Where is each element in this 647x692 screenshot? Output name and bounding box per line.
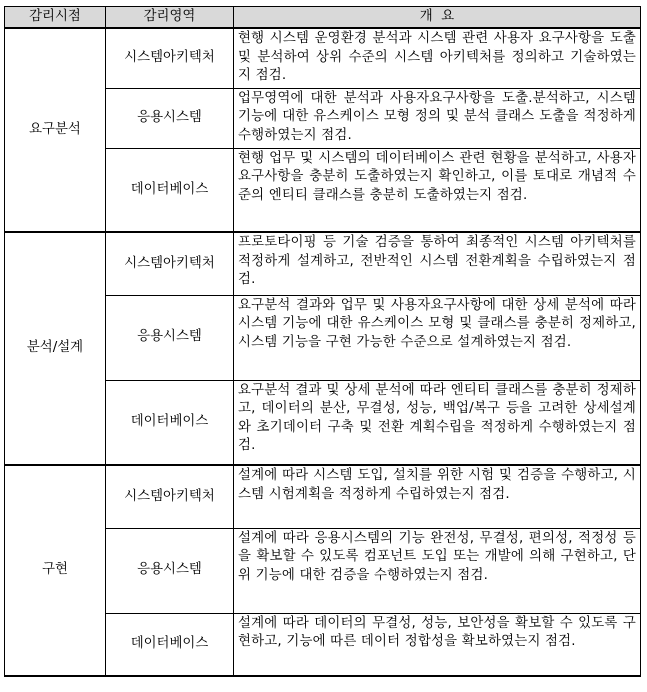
audit-table (4, 6, 641, 677)
header-row (5, 7, 641, 29)
stage-analysis-design: 분석/설계 (5, 232, 106, 465)
overview-cell: 설계에 따라 응용시스템의 기능 완전성, 무결성, 편의성, 적정성 등을 확보할 수 있도록 컴포넌트 도입 또는 개발에 의해 구현하고, 단위 기능에 대한 검증을 수행하였는지 점검. (234, 528, 641, 613)
overview-cell: 설계에 따라 데이터의 무결성, 성능, 보안성을 확보할 수 있도록 구현하고, 기능에 따른 데이터 정합성을 확보하였는지 점검. (234, 613, 641, 676)
header-area: 감리영역 (106, 7, 234, 29)
overview-cell: 프로토타이핑 등 기술 검증을 통하여 최종적인 시스템 아키텍처를 적정하게 설계하고, 전반적인 시스템 전환계획을 수립하였는지 점검. (234, 232, 641, 295)
overview-cell: 요구분석 결과 및 상세 분석에 따라 엔티티 클래스를 충분히 정제하고, 데이터의 분산, 무결성, 성능, 백업/복구 등을 고려한 상세설계와 초기데이터 구축 및 전환 계획수립을 적정하게 수행하였는지 점검. (234, 380, 641, 465)
table-row (5, 232, 641, 295)
stage-implementation: 구현 (5, 465, 106, 676)
area-cell: 응용시스템 (106, 295, 234, 380)
overview-cell: 설계에 따라 시스템 도입, 설치를 위한 시험 및 검증을 수행하고, 시스템 시험계획을 적정하게 수립하였는지 점검. (234, 465, 641, 528)
overview-cell: 현행 업무 및 시스템의 데이터베이스 관련 현황을 분석하고, 사용자 요구사항을 충분히 도출하였는지 확인하고, 이를 토대로 개념적 수준의 엔티티 클래스를 충분히 도출하였는지 점검. (234, 148, 641, 232)
overview-cell: 현행 시스템 운영환경 분석과 시스템 관련 사용자 요구사항을 도출 및 분석하여 상위 수준의 시스템 아키텍처를 정의하고 기술하였는지 점검. (234, 28, 641, 88)
area-cell: 응용시스템 (106, 88, 234, 148)
area-cell: 시스템아키텍처 (106, 28, 234, 88)
area-cell: 데이터베이스 (106, 380, 234, 465)
area-cell: 데이터베이스 (106, 148, 234, 232)
overview-cell: 업무영역에 대한 분석과 사용자요구사항을 도출.분석하고, 시스템 기능에 대한 유스케이스 모형 정의 및 분석 클래스 도출을 적정하게 수행하였는지 점검. (234, 88, 641, 148)
area-cell: 시스템아키텍처 (106, 232, 234, 295)
stage-requirements: 요구분석 (5, 28, 106, 232)
area-cell: 시스템아키텍처 (106, 465, 234, 528)
header-overview: 개 요 (234, 7, 641, 29)
header-stage: 감리시점 (5, 7, 106, 29)
table-row (5, 465, 641, 528)
area-cell: 데이터베이스 (106, 613, 234, 676)
overview-cell: 요구분석 결과와 업무 및 사용자요구사항에 대한 상세 분석에 따라 시스템 기능에 대한 유스케이스 모형 및 클래스를 충분히 정제하고, 시스템 기능을 구현 가능한 수준으로 설계하였는지 점검. (234, 295, 641, 380)
area-cell: 응용시스템 (106, 528, 234, 613)
table-row (5, 28, 641, 88)
